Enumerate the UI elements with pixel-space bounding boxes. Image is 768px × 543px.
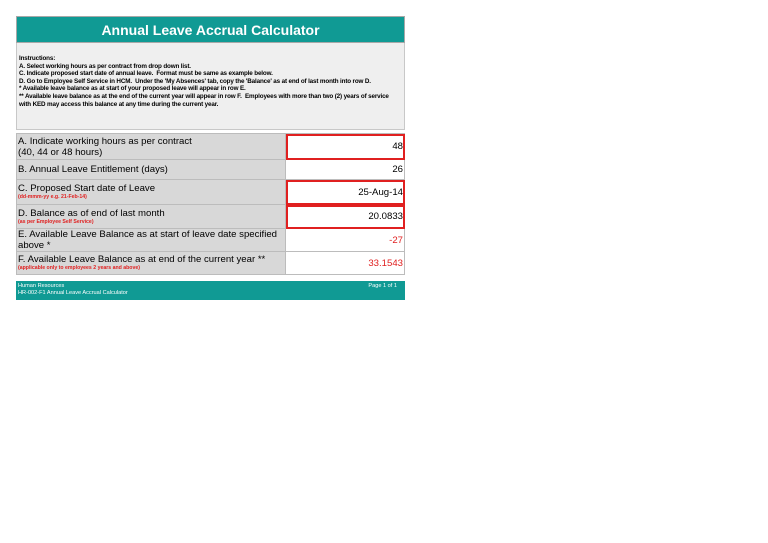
row-label-text: C. Proposed Start date of Leave <box>18 183 156 194</box>
row-balance-last-month <box>17 205 405 229</box>
balance-input[interactable]: 20.0833 <box>286 205 405 229</box>
row-hint: (as per Employee Self Service) <box>18 218 94 225</box>
instruction-line: * Available leave balance as at start of your proposed leave will appear in row E. <box>19 85 246 93</box>
footer-bar <box>16 281 405 300</box>
row-hint: (dd-mmm-yy e.g. 21-Feb-14) <box>18 194 87 200</box>
row-label: E. Available Leave Balance as at start of leave date specified above * <box>17 229 286 252</box>
row-label-text: D. Balance as of end of last month <box>18 207 165 219</box>
page-number: Page 1 of 1 <box>368 283 397 289</box>
leave-calculator-sheet <box>16 16 405 300</box>
row-start-date <box>17 180 405 205</box>
row-label <box>17 252 286 275</box>
available-at-start-value: -27 <box>286 229 405 252</box>
start-date-input[interactable]: 25-Aug-14 <box>286 180 405 205</box>
row-label-text: F. Available Leave Balance as at end of the current year ** <box>18 254 266 265</box>
row-label <box>17 134 286 160</box>
row-available-year-end <box>17 252 405 275</box>
instruction-line: ** Available leave balance as at the end of the current year will appear in row F. Employees with more than two (2) years of service with KED may access this balance at any time during the current year. <box>19 92 391 108</box>
row-label <box>17 205 286 229</box>
row-label <box>17 180 286 205</box>
available-year-end-value: 33.1543 <box>286 252 405 275</box>
entitlement-value: 26 <box>286 160 405 180</box>
working-hours-select[interactable]: 48 <box>286 134 405 160</box>
instruction-line: C. Indicate proposed start date of annual leave. Format must be same as example below. <box>19 70 273 78</box>
row-working-hours <box>17 134 405 160</box>
instructions-heading: Instructions: <box>19 55 56 62</box>
footer-department: Human Resources <box>18 283 65 289</box>
row-label-text-2: (40, 44 or 48 hours) <box>18 146 103 158</box>
row-label-text: A. Indicate working hours as per contract <box>18 135 192 147</box>
instructions-block <box>16 43 405 130</box>
calculator-table <box>16 133 405 275</box>
row-available-start <box>17 229 405 252</box>
row-hint: (applicable only to employees 2 years and above) <box>18 265 140 271</box>
instruction-line: A. Select working hours as per contract from drop down list. <box>19 62 191 70</box>
footer-form-id: HR-002-F1 Annual Leave Accrual Calculator <box>18 289 128 296</box>
instruction-line: D. Go to Employee Self Service in HCM. Under the 'My Absences' tab, copy the 'Balance' as at end of last month into row D. <box>19 77 371 85</box>
row-entitlement <box>17 160 405 180</box>
page-title: Annual Leave Accrual Calculator <box>16 16 405 43</box>
row-label: B. Annual Leave Entitlement (days) <box>17 160 286 180</box>
